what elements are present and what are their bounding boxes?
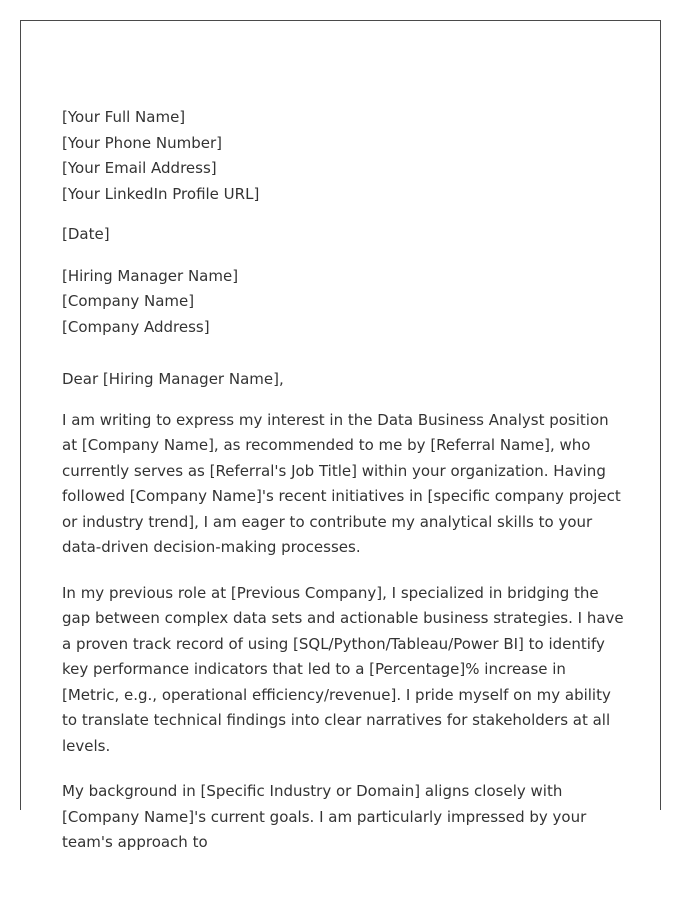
recipient-manager: [Hiring Manager Name] bbox=[62, 266, 239, 285]
sender-block bbox=[62, 105, 627, 207]
body-paragraph-3: My background in [Specific Industry or Domain] aligns closely with [Company Name]'s current goals. I am particularly impressed by your team's approach to bbox=[62, 782, 587, 851]
recipient-company: [Company Name] bbox=[62, 292, 195, 310]
sender-linkedin: [Your LinkedIn Profile URL] bbox=[62, 184, 260, 203]
sender-phone: [Your Phone Number] bbox=[62, 133, 222, 152]
letter-date: [Date] bbox=[62, 225, 110, 243]
letter-page bbox=[20, 20, 661, 851]
recipient-address: [Company Address] bbox=[62, 317, 210, 336]
body-paragraph-1: I am writing to express my interest in the Data Business Analyst position at [Company Name], as recommended to me by [Referral Name], who currently serves as [Referral's Job Title] within your organization. Having followed [Company Name]'s recent initiatives in [specific company project or industry trend], I am eager to contribute my analytical skills to your data-driven decision-making processes. bbox=[62, 410, 621, 556]
body-paragraph-2: In my previous role at [Previous Company], I specialized in bridging the gap between complex data sets and actionable business strategies. I have a proven track record of using [SQL/Python/Tableau/Power BI] to identify key performance indicators that led to a [Percentage]% increase in [Metric, e.g., operational efficiency/revenue]. I pride myself on my ability to translate technical findings into clear narratives for stakeholders at all levels. bbox=[62, 583, 624, 755]
sender-name: [Your Full Name] bbox=[62, 108, 186, 126]
sender-email: [Your Email Address] bbox=[62, 159, 217, 177]
letter-body bbox=[62, 105, 627, 871]
date-block bbox=[62, 222, 627, 248]
recipient-block bbox=[62, 264, 627, 341]
salutation: Dear [Hiring Manager Name], bbox=[62, 370, 284, 388]
